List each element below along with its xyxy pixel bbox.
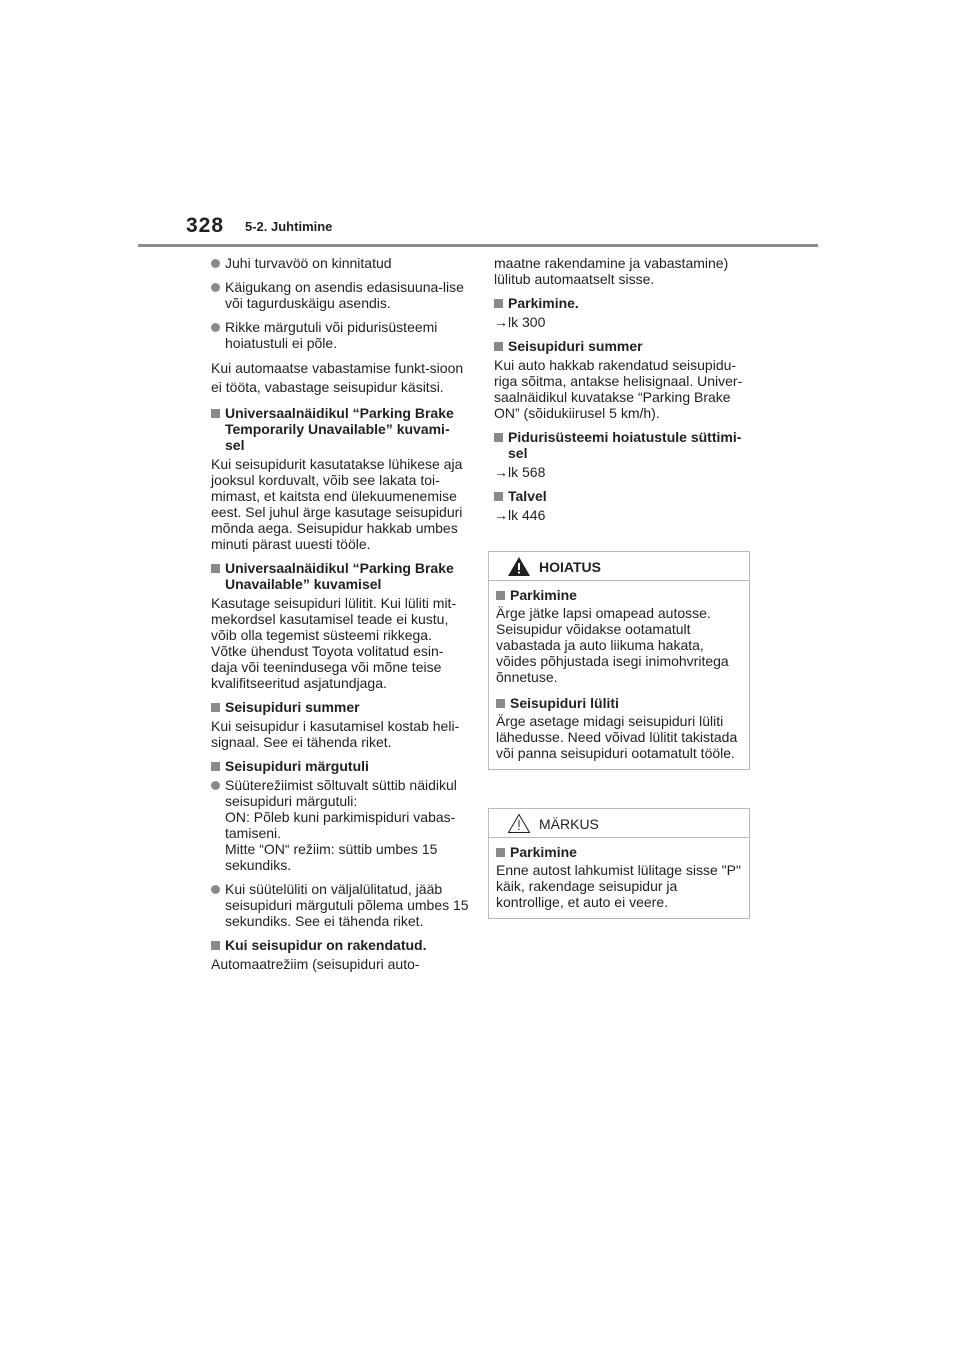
paragraph: Kui automaatse vabastamise funkt-sioon ei tööta, vabastage seisupidur käsitsi. [211,360,464,395]
bullet-item: Kui süütelüliti on väljalülitatud, jääb seisupiduri märgutuli põlema umbes 15 sekundiks. See ei tähenda riket. [211,881,469,929]
notice-box [488,808,750,919]
right-column [494,255,750,531]
paragraph: Kui seisupidur i kasutamisel kostab heli-signaal. See ei tähenda riket. [211,718,460,750]
subheading: Kui seisupidur on rakendatud. [211,937,469,953]
paragraph: Ärge jätke lapsi omapead autosse. Seisupidur võidakse ootamatult vabastada ja auto liikuma hakata, võides põhjustada isegi inimohvritega õnnetuse. [496,605,729,685]
subheading: Parkimine. [494,295,750,311]
page-reference: →lk 300 [494,314,546,330]
warning-box [488,551,750,770]
bullet-item: Juhi turvavöö on kinnitatud [211,255,469,271]
header-rule [138,244,818,247]
bullet-item: Rikke märgutuli või pidurisüsteemi hoiatustuli ei põle. [211,319,469,351]
bullet-line: ON: Põleb kuni parkimispiduri vabas-tamiseni. [225,809,456,841]
bullet-item: Käigukang on asendis edasisuuna-lise või tagurduskäigu asendis. [211,279,469,311]
paragraph: maatne rakendamine ja vabastamine) lülitub automaatselt sisse. [494,255,729,287]
section-title: 5-2. Juhtimine [245,219,333,234]
subheading: Talvel [494,488,750,504]
page-reference: →lk 568 [494,464,546,480]
subheading: Seisupiduri lüliti [496,695,743,711]
paragraph: Automaatrežiim (seisupiduri auto- [211,956,420,972]
subheading: Pidurisüsteemi hoiatustule süttimi-sel [494,429,750,461]
bullet-line: Süüterežiimist sõltuvalt süttib näidikul seisupiduri märgutuli: [225,777,457,809]
subheading: Seisupiduri summer [494,338,750,354]
warning-title: HOIATUS [539,559,601,575]
subheading: Parkimine [496,587,743,603]
bullet-line: Mitte “ON“ režiim: süttib umbes 15 sekundiks. [225,841,438,873]
warning-body [489,581,749,769]
paragraph: Ärge asetage midagi seisupiduri lüliti lähedusse. Need võivad lülitit takistada või panna seisupiduri ootamatult tööle. [496,713,738,761]
notice-title: MÄRKUS [539,816,599,832]
page-number: 328 [186,214,225,237]
warning-icon [507,556,531,577]
subheading: Universaalnäidikul “Parking Brake Unavailable” kuvamisel [211,560,469,592]
bullet-item [211,777,469,873]
paragraph: Kui auto hakkab rakendatud seisupidu-riga sõitma, antakse helisignaal. Univer-saalnäidikul kuvatakse “Parking Brake ON” (sõidukiirusel 5 km/h). [494,357,743,421]
warning-header [489,552,749,581]
caution-outline-icon [507,813,531,834]
paragraph: Kasutage seisupiduri lülitit. Kui lüliti mit-mekordsel kasutamisel teade ei kustu, võib olla tegemist süsteemi rikkega. Võtke ühendust Toyota volitatud esin-daja või teenindusega või mõne teise kvalifitseeritud asjatundjaga. [211,595,457,691]
left-column [211,255,469,980]
subheading: Seisupiduri märgutuli [211,758,469,774]
subheading: Seisupiduri summer [211,699,469,715]
page-reference: →lk 446 [494,507,546,523]
subheading: Parkimine [496,844,743,860]
notice-body [489,838,749,918]
paragraph: Enne autost lahkumist lülitage sisse "P" käik, rakendage seisupidur ja kontrollige, et auto ei veere. [496,862,741,910]
subheading: Universaalnäidikul “Parking Brake Temporarily Unavailable” kuvami-sel [211,405,469,453]
paragraph: Kui seisupidurit kasutatakse lühikese aja jooksul korduvalt, võib see lakata toi-mimast, et kaitsta end ülekuumenemise eest. Sel juhul ärge kasutage seisupiduri mõnda aega. Seisupidur hakkab umbes minuti pärast uuesti tööle. [211,456,463,552]
notice-header [489,809,749,838]
